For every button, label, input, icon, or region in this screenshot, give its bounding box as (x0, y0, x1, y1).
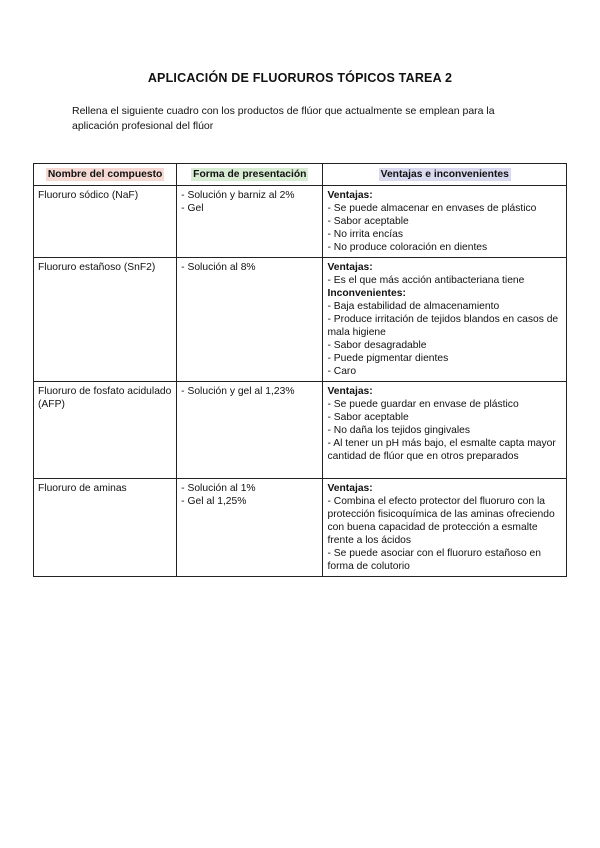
compound-name-cell: Fluoruro de fosfato acidulado (AFP) (34, 382, 177, 479)
presentation-cell (177, 186, 323, 258)
instructions-text: Rellena el siguiente cuadro con los productos de flúor que actualmente se emplean para la aplicación profesional del flúor (72, 105, 495, 132)
advantage-item: - Se puede asociar con el fluoruro estañoso en forma de colutorio (327, 548, 541, 572)
advantage-item: - No produce coloración en dientes (327, 242, 488, 253)
compound-name-cell: Fluoruro sódico (NaF) (34, 186, 177, 258)
presentation-item: - Solución y gel al 1,23% (181, 386, 295, 397)
disadvantage-item: - Puede pigmentar dientes (327, 353, 449, 364)
table-row (34, 382, 567, 479)
advantage-item: - Sabor aceptable (327, 412, 409, 423)
table-row (34, 258, 567, 382)
pros-cons-cell (323, 258, 567, 382)
disadvantage-item: - Baja estabilidad de almacenamiento (327, 301, 500, 312)
presentation-cell (177, 479, 323, 577)
table-header-row (34, 164, 567, 186)
pros-cons-cell (323, 186, 567, 258)
header-compound-name: Nombre del compuesto (34, 164, 177, 186)
pros-cons-cell (323, 382, 567, 479)
advantage-item: - Es el que más acción antibacteriana tiene (327, 275, 525, 286)
advantages-label: Ventajas: (327, 483, 373, 494)
presentation-item: - Solución y barniz al 2% (181, 190, 295, 201)
disadvantage-item: - Sabor desagradable (327, 340, 427, 351)
table-row (34, 186, 567, 258)
disadvantage-item: - Caro (327, 366, 357, 377)
compound-name-cell: Fluoruro estañoso (SnF2) (34, 258, 177, 382)
compound-name-cell: Fluoruro de aminas (34, 479, 177, 577)
advantage-item: - No irrita encías (327, 229, 404, 240)
advantage-item: - Sabor aceptable (327, 216, 409, 227)
presentation-item: - Gel al 1,25% (181, 496, 247, 507)
presentation-cell (177, 382, 323, 479)
advantage-item: - No daña los tejidos gingivales (327, 425, 471, 436)
advantages-label: Ventajas: (327, 190, 373, 201)
advantages-label: Ventajas: (327, 386, 373, 397)
fluoride-table (33, 163, 567, 577)
pros-cons-cell (323, 479, 567, 577)
presentation-item: - Gel (181, 203, 204, 214)
presentation-item: - Solución al 8% (181, 262, 256, 273)
presentation-item: - Solución al 1% (181, 483, 256, 494)
advantage-item: - Se puede guardar en envase de plástico (327, 399, 519, 410)
disadvantages-label: Inconvenientes: (327, 288, 406, 299)
page-title: APLICACIÓN DE FLUORUROS TÓPICOS TAREA 2 (147, 71, 453, 85)
header-presentation-form: Forma de presentación (177, 164, 323, 186)
advantage-item: - Al tener un pH más bajo, el esmalte capta mayor cantidad de flúor que en otros preparados (327, 438, 556, 462)
disadvantage-item: - Produce irritación de tejidos blandos en casos de mala higiene (327, 314, 559, 338)
advantage-item: - Se puede almacenar en envases de plástico (327, 203, 537, 214)
presentation-cell (177, 258, 323, 382)
advantages-label: Ventajas: (327, 262, 373, 273)
header-pros-cons: Ventajas e inconvenientes (323, 164, 567, 186)
advantage-item: - Combina el efecto protector del fluoruro con la protección fisicoquímica de las aminas ofreciendo con buena capacidad de protección a esmalte frente a los ácidos (327, 496, 555, 546)
table-row (34, 479, 567, 577)
